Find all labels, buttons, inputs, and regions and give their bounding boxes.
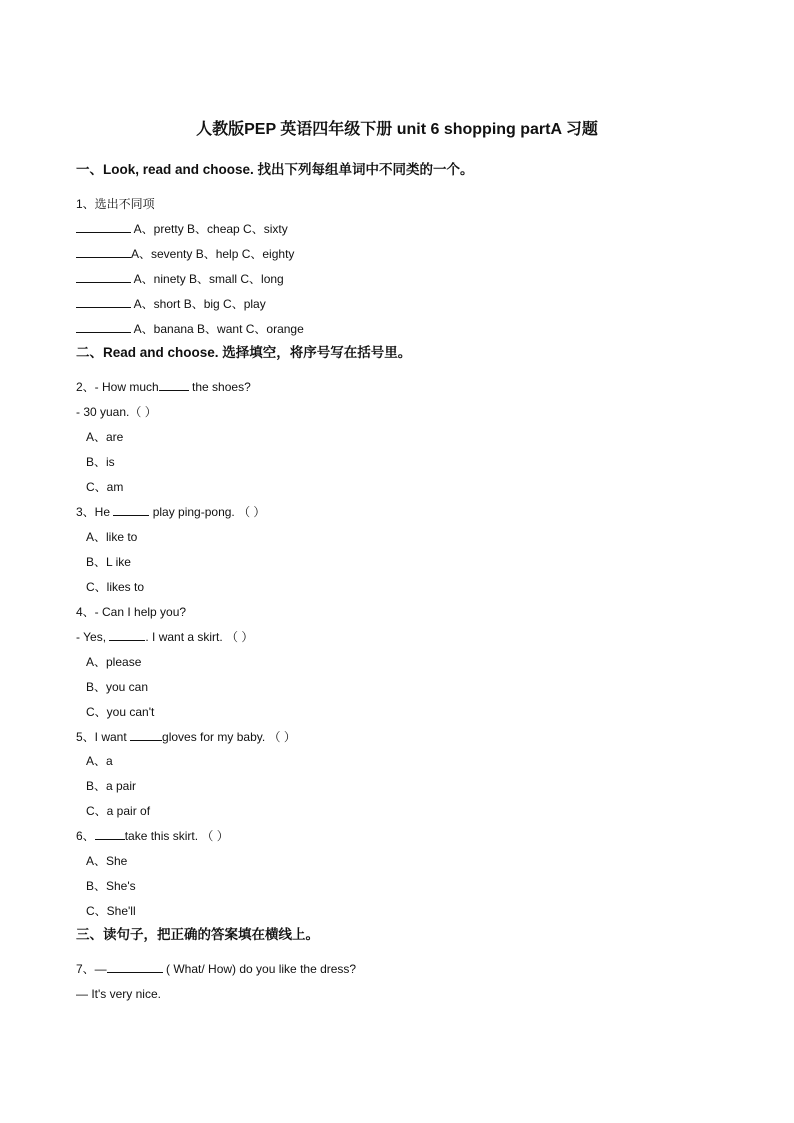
q1-item-2-text: A、seventy B、help C、eighty [131,247,295,261]
answer-blank[interactable] [109,629,145,641]
q6-option-c: C、She'll [86,904,136,918]
q6-question [76,828,229,844]
q1-item-2 [76,246,294,262]
question-1-label: 1、选出不同项 [76,197,155,211]
q3-option-c: C、likes to [86,580,145,594]
q7-reply: — It's very nice. [76,987,161,1001]
q1-item-5 [76,321,304,337]
q5-option-a: A、a [86,754,113,768]
q1-item-1-text: A、pretty B、cheap C、sixty [131,222,288,236]
q2-question [76,379,251,395]
q2-option-c: C、am [86,480,124,494]
q5-text-pre: 5、I want [76,730,131,744]
q7-text-post: ( What/ How) do you like the dress? [162,962,357,976]
answer-blank[interactable] [107,961,163,973]
answer-blank[interactable] [76,271,131,283]
q2-option-b: B、is [86,455,115,469]
q2-option-a: A、are [86,430,124,444]
q1-item-5-text: A、banana B、want C、orange [131,322,304,336]
q7-text-pre: 7、— [76,962,107,976]
answer-blank[interactable] [76,221,131,233]
answer-blank[interactable] [159,379,189,391]
q5-option-b: B、a pair [86,779,137,793]
q4-option-a: A、please [86,655,142,669]
q3-text-post: play ping-pong. （ ） [149,505,266,519]
q3-text-pre: 3、He [76,505,114,519]
q1-item-1 [76,221,288,237]
q3-option-b: B、L ike [86,555,131,569]
q2-text-pre: 2、- How much [76,380,159,394]
answer-blank[interactable] [76,296,131,308]
section3-heading: 三、读句子，把正确的答案填在横线上。 [76,927,319,942]
section2-heading: 二、Read and choose. 选择填空，将序号写在括号里。 [76,345,412,360]
answer-blank[interactable] [76,246,131,258]
answer-blank[interactable] [95,828,125,840]
q2-text-post: the shoes? [188,380,251,394]
q4-option-c: C、you can't [86,705,155,719]
q4-reply [76,629,253,645]
q4-option-b: B、you can [86,680,149,694]
answer-blank[interactable] [113,504,149,516]
q1-item-3-text: A、ninety B、small C、long [131,272,284,286]
q6-text-post: take this skirt. （ ） [124,829,229,843]
q7-question [76,961,356,977]
section1-heading: 一、Look, read and choose. 找出下列每组单词中不同类的一个。 [76,162,474,177]
page-title: 人教版PEP 英语四年级下册 unit 6 shopping partA 习题 [196,121,598,138]
q4-question: 4、- Can I help you? [76,605,187,619]
q3-question [76,504,265,520]
answer-blank[interactable] [76,321,131,333]
q5-text-post: gloves for my baby. （ ） [162,730,296,744]
q6-option-a: A、She [86,854,128,868]
q1-item-4 [76,296,266,312]
q1-item-3 [76,271,284,287]
q4-text-pre: - Yes, [76,630,110,644]
q2-reply: - 30 yuan.（ ） [76,405,157,419]
q6-option-b: B、She's [86,879,136,893]
q1-item-4-text: A、short B、big C、play [131,297,266,311]
q4-text-post: . I want a skirt. （ ） [145,630,254,644]
q3-option-a: A、like to [86,530,138,544]
q6-text-pre: 6、 [76,829,95,843]
q5-question [76,729,296,745]
q5-option-c: C、a pair of [86,804,151,818]
answer-blank[interactable] [130,729,162,741]
